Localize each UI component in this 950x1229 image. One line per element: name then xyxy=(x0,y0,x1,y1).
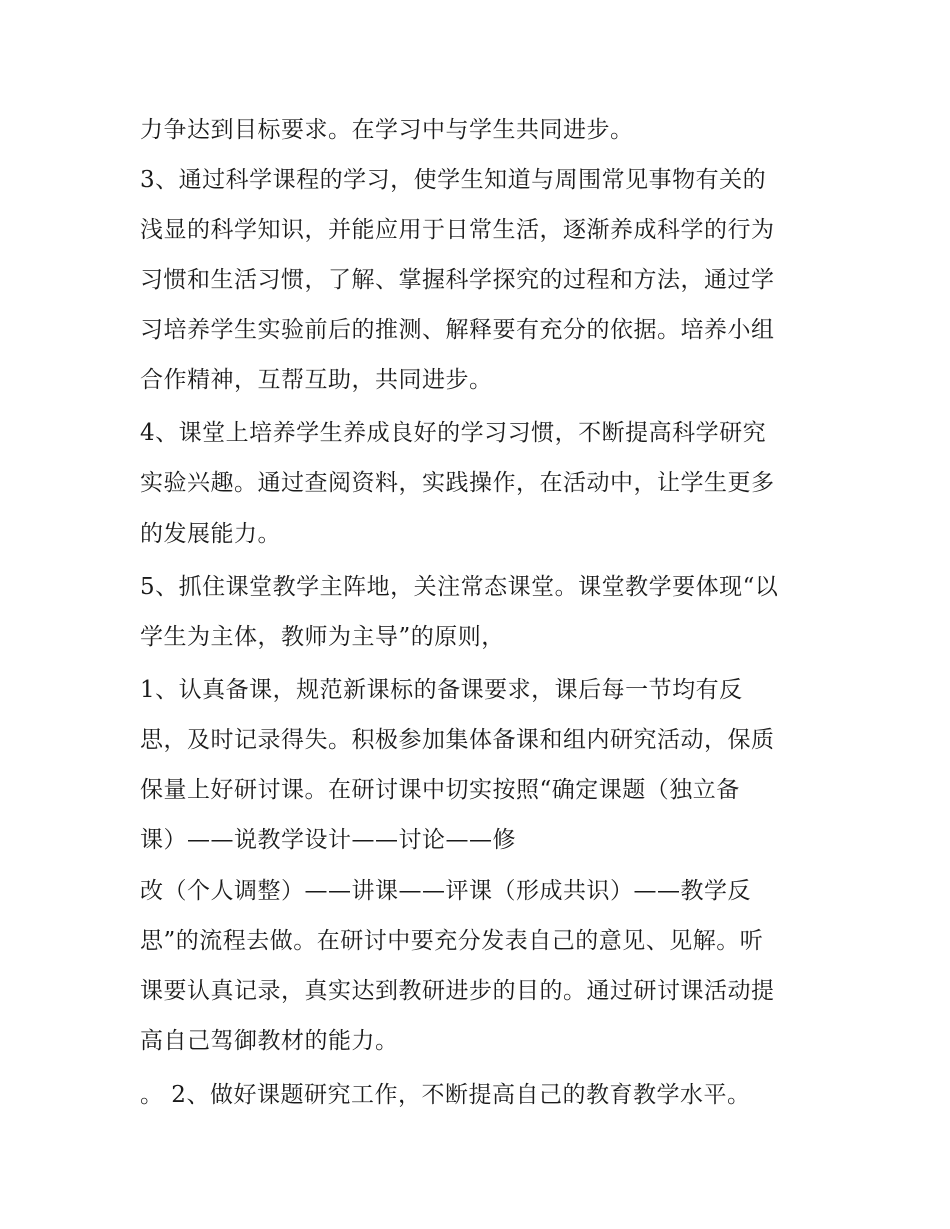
text-line-7: 4、课堂上培养学生养成良好的学习习惯，不断提高科学研究 xyxy=(140,420,767,446)
text-line-11: 学生为主体，教师为主导”的原则， xyxy=(140,624,505,650)
text-line-1: 力争达到目标要求。在学习中与学生共同进步。 xyxy=(140,117,634,143)
text-line-6: 合作精神，互帮互助，共同进步。 xyxy=(140,367,493,393)
text-line-2: 3、通过科学课程的学习，使学生知道与周围常见事物有关的 xyxy=(140,167,767,193)
text-line-10: 5、抓住课堂教学主阵地，关注常态课堂。课堂教学要体现“以 xyxy=(140,574,779,600)
text-line-16: 改（个人调整）——讲课——评课（形成共识）——教学反 xyxy=(140,878,751,904)
text-line-15: 课）——说教学设计——讨论——修 xyxy=(140,827,516,853)
text-line-14: 保量上好研讨课。在研讨课中切实按照“确定课题（独立备 xyxy=(140,777,740,803)
text-line-20: 。 2、做好课题研究工作，不断提高自己的教育教学水平。 xyxy=(140,1082,751,1108)
text-line-8: 实验兴趣。通过查阅资料，实践操作，在活动中，让学生更多 xyxy=(140,470,775,496)
text-line-12: 1、认真备课，规范新课标的备课要求，课后每一节均有反 xyxy=(140,677,743,703)
text-line-19: 高自己驾御教材的能力。 xyxy=(140,1028,399,1054)
text-line-3: 浅显的科学知识，并能应用于日常生活，逐渐养成科学的行为 xyxy=(140,217,775,243)
text-line-9: 的发展能力。 xyxy=(140,521,281,547)
text-line-18: 课要认真记录，真实达到教研进步的目的。通过研讨课活动提 xyxy=(140,978,775,1004)
text-line-13: 思，及时记录得失。积极参加集体备课和组内研究活动，保质 xyxy=(140,727,775,753)
text-line-5: 习培养学生实验前后的推测、解释要有充分的依据。培养小组 xyxy=(140,317,775,343)
text-line-17: 思”的流程去做。在研讨中要充分发表自己的意见、见解。听 xyxy=(140,928,764,954)
text-line-4: 习惯和生活习惯，了解、掌握科学探究的过程和方法，通过学 xyxy=(140,267,775,293)
